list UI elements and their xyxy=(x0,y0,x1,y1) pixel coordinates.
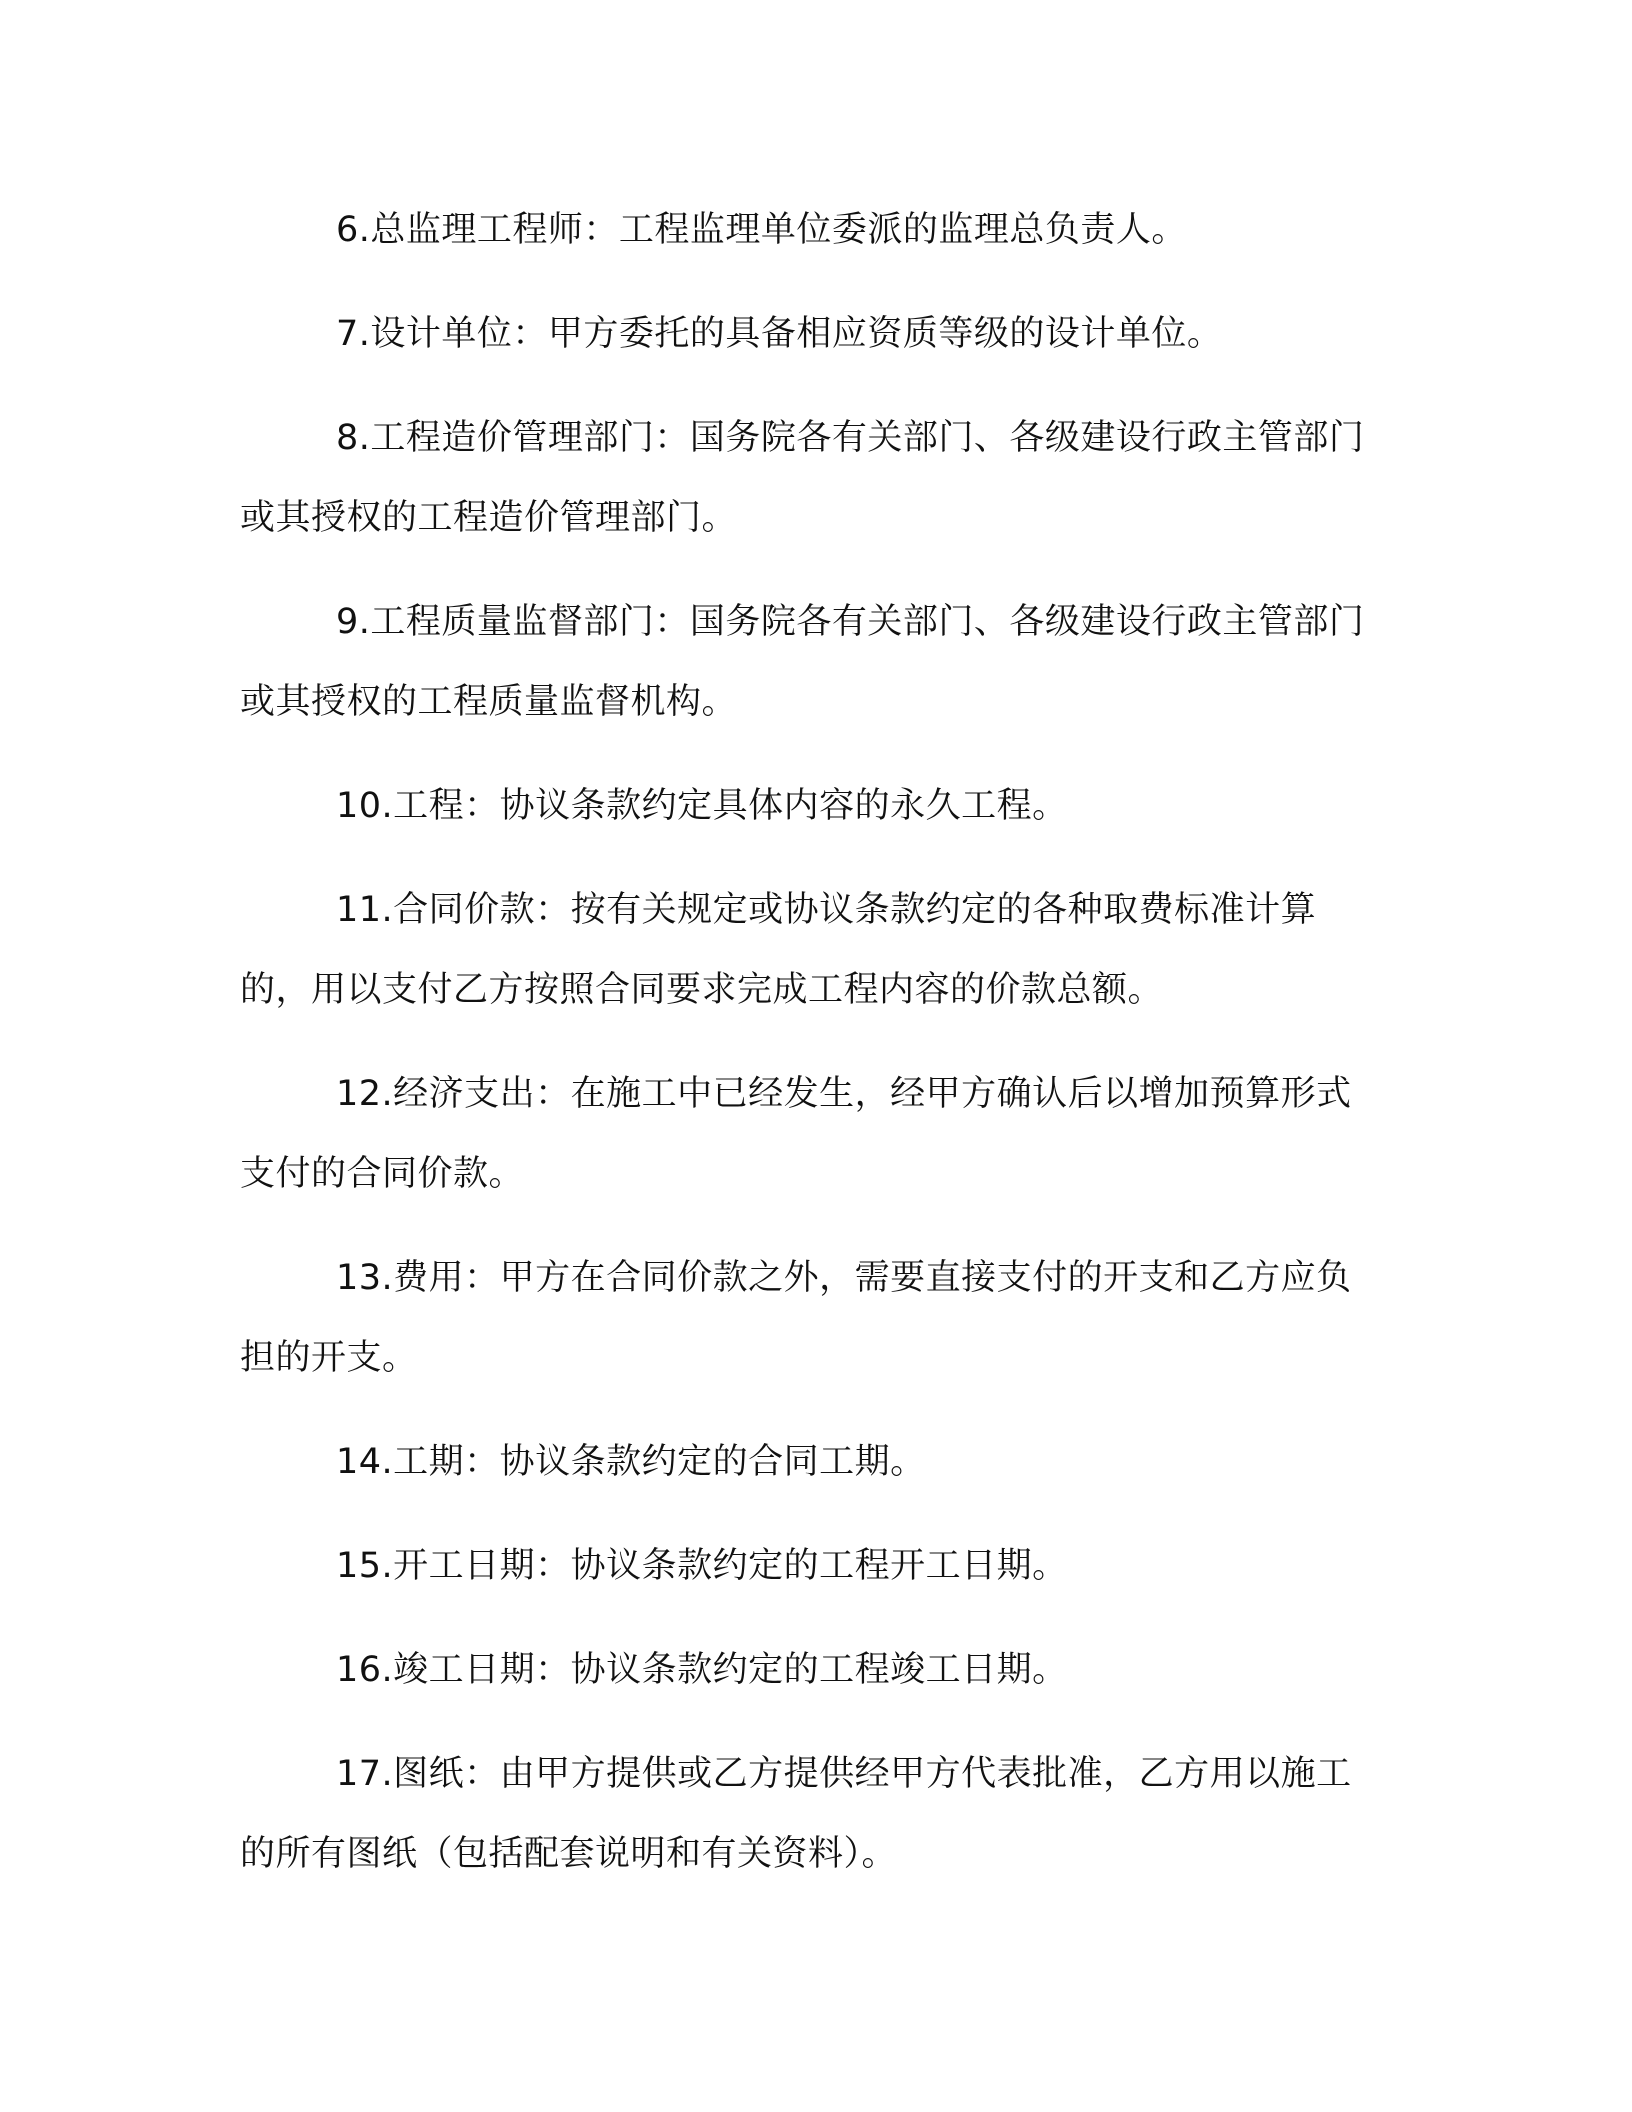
document-body xyxy=(240,190,1370,1918)
paragraph-8: 8.工程造价管理部门：国务院各有关部门、各级建设行政主管部门或其授权的工程造价管理部门。 xyxy=(240,418,1365,538)
paragraph-15: 15.开工日期：协议条款约定的工程开工日期。 xyxy=(336,1546,1068,1586)
paragraph-9: 9.工程质量监督部门：国务院各有关部门、各级建设行政主管部门或其授权的工程质量监督机构。 xyxy=(240,602,1365,722)
paragraph-14: 14.工期：协议条款约定的合同工期。 xyxy=(336,1442,926,1482)
paragraph-17: 17.图纸：由甲方提供或乙方提供经甲方代表批准，乙方用以施工的所有图纸（包括配套说明和有关资料）。 xyxy=(240,1754,1352,1874)
paragraph-13: 13.费用：甲方在合同价款之外，需要直接支付的开支和乙方应负担的开支。 xyxy=(240,1258,1352,1378)
paragraph-11: 11.合同价款：按有关规定或协议条款约定的各种取费标准计算的，用以支付乙方按照合同要求完成工程内容的价款总额。 xyxy=(240,890,1317,1010)
paragraph-16: 16.竣工日期：协议条款约定的工程竣工日期。 xyxy=(336,1650,1068,1690)
paragraph-6: 6.总监理工程师：工程监理单位委派的监理总负责人。 xyxy=(336,210,1187,250)
paragraph-7: 7.设计单位：甲方委托的具备相应资质等级的设计单位。 xyxy=(336,314,1223,354)
paragraph-12: 12.经济支出：在施工中已经发生，经甲方确认后以增加预算形式支付的合同价款。 xyxy=(240,1074,1352,1194)
paragraph-10: 10.工程：协议条款约定具体内容的永久工程。 xyxy=(336,786,1068,826)
